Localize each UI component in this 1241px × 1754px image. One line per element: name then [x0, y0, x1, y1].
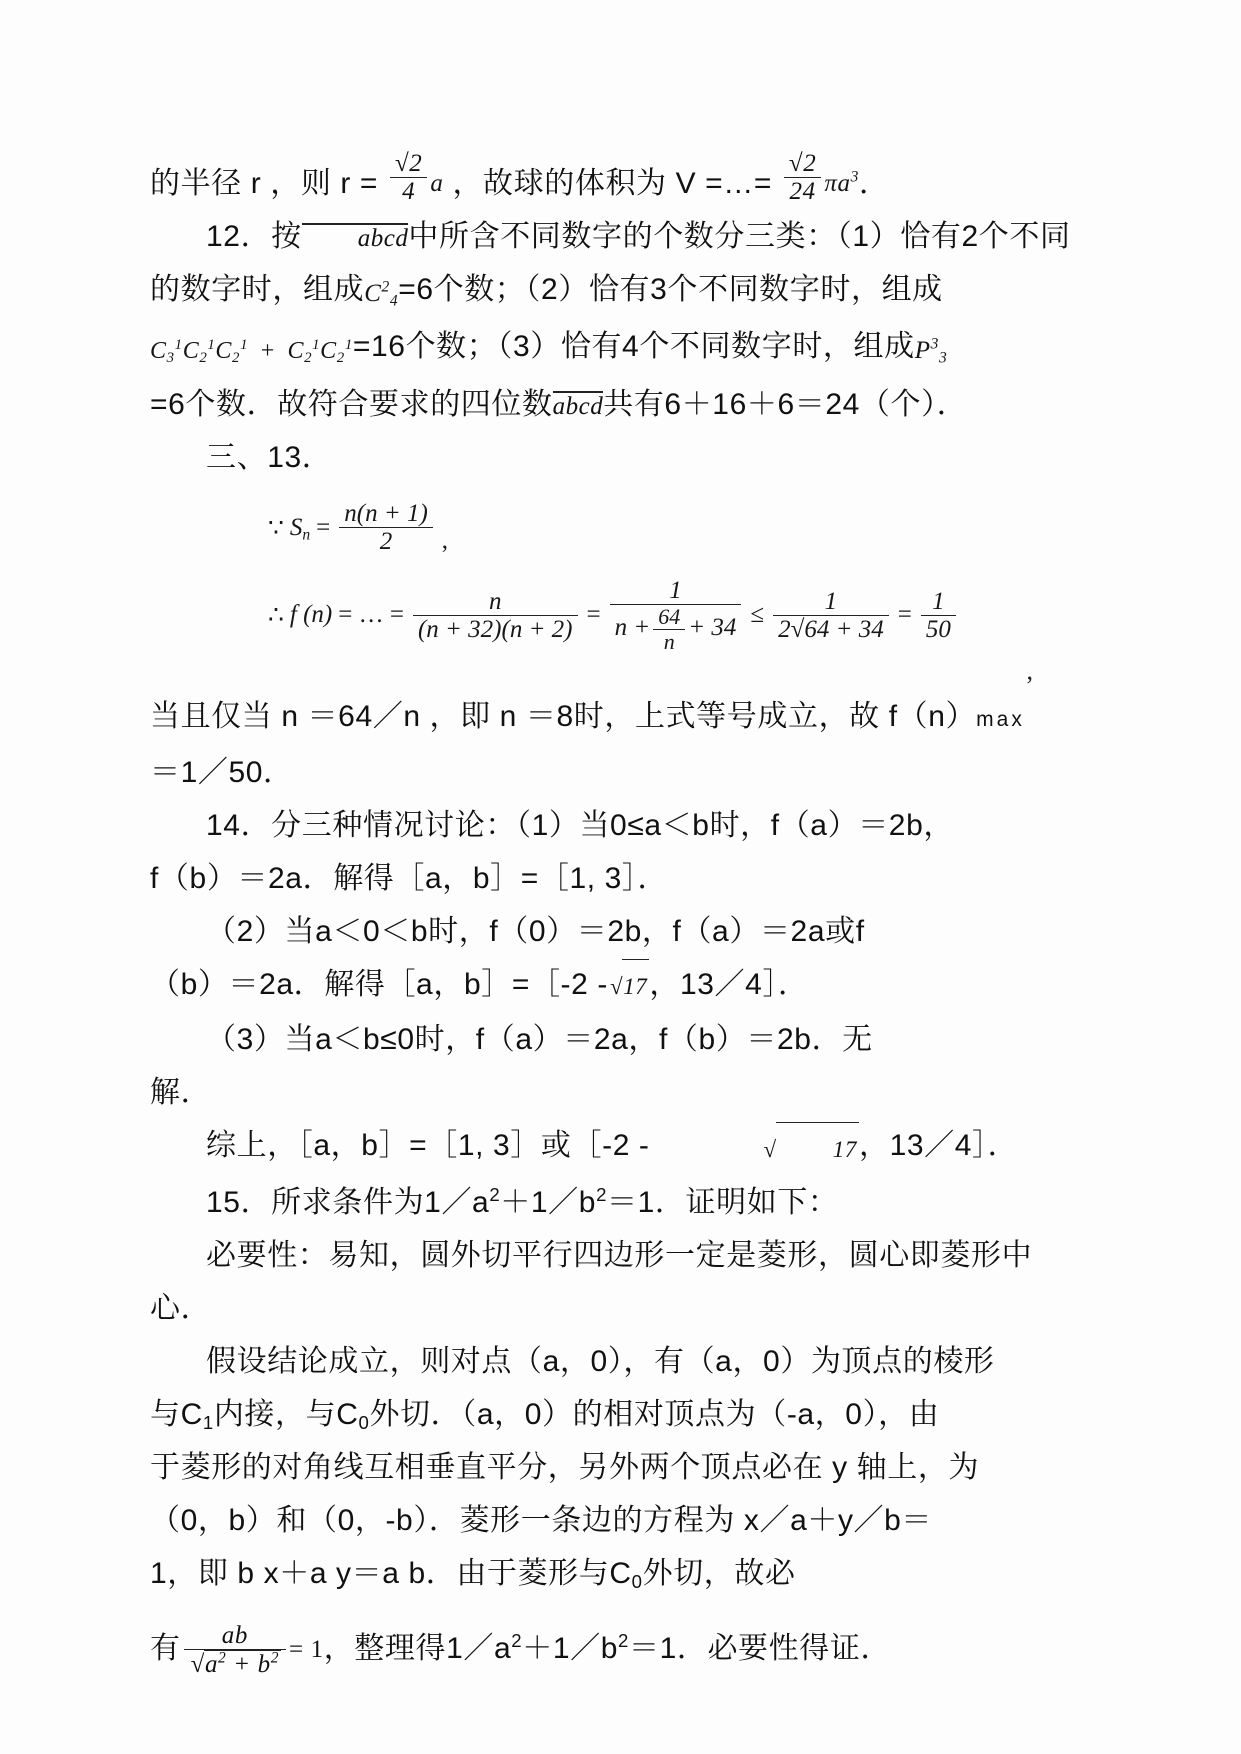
text-exponent-2c: 2 [511, 1629, 523, 1651]
text-q14-summary-post: ，13／4］． [858, 1128, 1019, 1162]
math-superscript: 3 [930, 335, 939, 353]
equation-trailing-comma: , [1026, 655, 1033, 685]
fraction-1-over-50 [921, 588, 956, 643]
fraction-denominator: 24 [789, 178, 816, 205]
paragraph-q15-diagonals [150, 1441, 1093, 1494]
paragraph-q15-condition [150, 1176, 1093, 1229]
paragraph-q12-line3 [150, 320, 1093, 378]
text-subscript-c0: 0 [358, 1411, 370, 1433]
fraction-sqrt2-over-24 [784, 150, 821, 205]
math-therefore-symbol: ∴ [268, 602, 284, 630]
paragraph-q15-circles [150, 1388, 1093, 1441]
radical-sign: √17 [608, 959, 649, 1013]
text-q14-summary-pre: 综上，［a，b］=［1, 3］或［-2 - [206, 1128, 650, 1162]
text-q15-final-c: ＝1．必要性得证． [628, 1631, 892, 1665]
text-q15-lead: 15．所求条件为1／a [206, 1185, 490, 1219]
paragraph-q15-final [150, 1622, 1093, 1678]
text-q12-line2-rest: =6个数；（2）恰有3个不同数字时，组成 [398, 273, 943, 306]
fraction-1-over-2sqrt64-plus-34 [773, 588, 889, 643]
text-volume-lead: ，故球的体积为 V =…= [452, 167, 772, 200]
text-q15-line-eq-a: 1，即 b x＋a y＝a b．由于菱形与C [150, 1556, 632, 1590]
math-equals-one: = 1 [289, 1636, 324, 1664]
math-sqrt-17-2 [650, 1122, 859, 1176]
math-equals: = [316, 513, 331, 541]
text-q15-final-b: ＋1／b [522, 1631, 619, 1665]
text-q14-case2-solution-post: ，13／4］． [649, 967, 809, 1001]
text-q15-mid: ＋1／b [500, 1185, 597, 1219]
paragraph-q14-case1-line2 [150, 852, 1093, 905]
fraction-sqrt2-over-4 [390, 150, 427, 205]
paragraph-sphere-radius [150, 150, 1093, 210]
text-radius-lead: 的半径 r ，则 r = [150, 167, 379, 200]
paragraph-q12-line1 [150, 210, 1093, 263]
math-base: S [289, 513, 303, 541]
fraction-denominator: 50 [925, 615, 951, 643]
fraction-numerator: 1 [921, 588, 956, 616]
fraction-denominator: (n + 32)(n + 2) [417, 615, 573, 643]
text-section-3-label: 三、13． [206, 441, 333, 474]
math-combination-sum-expression: $C_3^1C_2^1C_2^1 + C_2^1C_2^1$ [150, 337, 353, 367]
fraction-64-over-n [653, 605, 685, 654]
math-equals-3: = [897, 601, 912, 629]
text-subscript-c1: 1 [202, 1411, 214, 1433]
text-q12-number: 12．按 [206, 220, 302, 253]
fraction-ab-over-sqrt-a2-b2 [184, 1622, 286, 1678]
math-term-n-plus: n + [614, 613, 651, 641]
math-overline-abcd: abcd [302, 223, 409, 251]
paragraph-q15-necessity-cont [150, 1282, 1093, 1335]
text-q12-line4-rest: 共有6＋16＋6＝24（个）． [603, 388, 968, 421]
text-q15-circles-b: 内接，与C [213, 1397, 359, 1431]
math-base: πa [824, 170, 851, 197]
fraction-numerator: n(n + 1) [339, 500, 433, 528]
fraction-n-over-n32-n2 [413, 588, 578, 643]
math-term-plus-34: + 34 [688, 613, 737, 641]
paragraph-q13-conclusion-2 [150, 746, 1093, 799]
paragraph-q14-case3-line2 [150, 1066, 1093, 1119]
paragraph-q13-conclusion-1 [150, 690, 1093, 746]
math-overline-abcd-2: abcd [552, 393, 604, 420]
equation-distance-formula [181, 1622, 324, 1678]
radical-sign: $√a^2 + b^2$ [190, 1649, 280, 1678]
text-q14-case2: （2）当a＜0＜b时，f（0）＝2b，f（a）＝2a或f [206, 914, 865, 948]
fraction-denominator: 4 [402, 178, 416, 205]
math-superscript: 2 [381, 278, 390, 296]
fraction-numerator: 64 [653, 605, 685, 630]
paragraph-q15-assumption [150, 1335, 1093, 1388]
text-fn-max-subscript: max [976, 707, 1025, 731]
math-sqrt-17 [608, 959, 649, 1013]
text-q12-line4-lead: =6个数．故符合要求的四位数 [150, 388, 553, 421]
paragraph-q14-case1-line1 [150, 799, 1093, 852]
equation-sn-formula [268, 500, 1093, 555]
math-subscript: 4 [389, 292, 399, 310]
text-q14-case1-solution: f（b）＝2a．解得［a，b］=［1, 3］． [150, 861, 669, 895]
math-equals-2: = [586, 601, 601, 629]
text-q15-necessity: 必要性：易知，圆外切平行四边形一定是菱形，圆心即菱形中 [206, 1238, 1033, 1272]
fraction-denominator: 2 [379, 528, 393, 555]
fraction-numerator: 1 [773, 588, 889, 616]
math-permutation-p-3-3 [915, 324, 948, 377]
text-q15-diagonals: 于菱形的对角线互相垂直平分，另外两个顶点必在 y 轴上，为 [150, 1450, 980, 1484]
text-q12-line1-rest: 中所含不同数字的个数分三类：（1）恰有2个不同 [408, 220, 1071, 253]
math-subscript: 3 [938, 349, 948, 367]
math-subscript: n [302, 525, 311, 543]
math-base: C [364, 280, 382, 307]
paragraph-q14-case2-line2 [150, 958, 1093, 1013]
text-q12-line2-lead: 的数字时，组成 [150, 273, 365, 306]
text-q15-tail: ＝1．证明如下： [607, 1185, 839, 1219]
paragraph-q15-line-equation [150, 1547, 1093, 1600]
paragraph-q12-line2 [150, 263, 1093, 320]
text-q13-result: ＝1／50． [150, 755, 294, 789]
text-q14-case3-no-solution: 解． [150, 1075, 212, 1109]
fraction-denominator: n [663, 628, 675, 654]
text-q15-final-a: ，整理得1／a [323, 1631, 512, 1665]
math-comma: , [441, 527, 449, 554]
equation-fn-chain [268, 577, 1093, 654]
fraction-numerator: n [413, 588, 578, 616]
text-q15-final-lead: 有 [150, 1631, 181, 1665]
math-base: P [914, 337, 931, 364]
math-variable-a: a [430, 170, 444, 197]
text-q15-line-eq-b: 外切，故必 [642, 1556, 796, 1590]
text-exponent-2b: 2 [596, 1183, 608, 1205]
text-exponent-2a: 2 [489, 1183, 501, 1205]
fraction-numerator: √2 [784, 150, 821, 178]
paragraph-q12-line4 [150, 378, 1093, 431]
math-term-pi-a-cubed [824, 157, 859, 210]
fraction-denominator [610, 605, 742, 654]
text-q14-case3: （3）当a＜b≤0时，f（a）＝2a，f（b）＝2b．无 [206, 1022, 873, 1056]
math-s-n [290, 514, 310, 542]
fraction-denominator: 2√64 + 34 [778, 615, 884, 643]
radical-sign: √ 17 [706, 1122, 859, 1176]
math-because-symbol: ∵ [268, 514, 284, 542]
text-q15-circles-a: 与C [150, 1397, 203, 1431]
paragraph-q15-necessity [150, 1229, 1093, 1282]
math-equals-dots: = … = [338, 601, 404, 629]
fraction-denominator [184, 1650, 286, 1678]
paragraph-q14-case3-line1 [150, 1013, 1093, 1066]
text-q14-case2-solution-pre: （b）＝2a．解得［a，b］=［-2 - [150, 967, 608, 1001]
text-q15-vertices: （0，b）和（0，-b）．菱形一条边的方程为 x／a＋y／b＝ [150, 1503, 933, 1537]
paragraph-q14-case2-line1 [150, 905, 1093, 958]
math-less-or-equal: ≤ [750, 601, 765, 629]
fraction-numerator: 1 [610, 577, 742, 605]
fraction-n-n-plus-1-over-2 [339, 500, 433, 555]
math-exponent: 3 [850, 168, 859, 186]
text-q13-equality-condition: 当且仅当 n ＝64／n ，即 n ＝8时，上式等号成立，故 f（n） [150, 699, 977, 733]
paragraph-section3-heading [150, 431, 1093, 484]
text-q15-necessity-cont: 心． [150, 1291, 212, 1325]
text-q15-circles-c: 外切．（a，0）的相对顶点为（-a，0），由 [369, 1397, 940, 1431]
fraction-numerator: √2 [390, 150, 427, 178]
text-q12-line3-rest: =16个数；（3）恰有4个不同数字时，组成 [352, 330, 915, 363]
fraction-1-over-n-plus-64n-plus-34 [610, 577, 742, 654]
text-q14-case1: 14．分三种情况讨论：（1）当0≤a＜b时，f（a）＝2b， [206, 808, 954, 842]
text-exponent-2d: 2 [618, 1629, 629, 1651]
math-combination-c-4-2 [364, 267, 398, 320]
paragraph-q15-vertices [150, 1494, 1093, 1547]
fraction-numerator: ab [184, 1622, 286, 1650]
text-subscript-c0-2: 0 [631, 1570, 643, 1592]
math-function-fn: f (n) [289, 601, 333, 629]
text-q15-assumption: 假设结论成立，则对点（a，0），有（a，0）为顶点的棱形 [206, 1344, 995, 1378]
text-period: ． [858, 167, 890, 200]
paragraph-q14-summary [150, 1119, 1093, 1176]
